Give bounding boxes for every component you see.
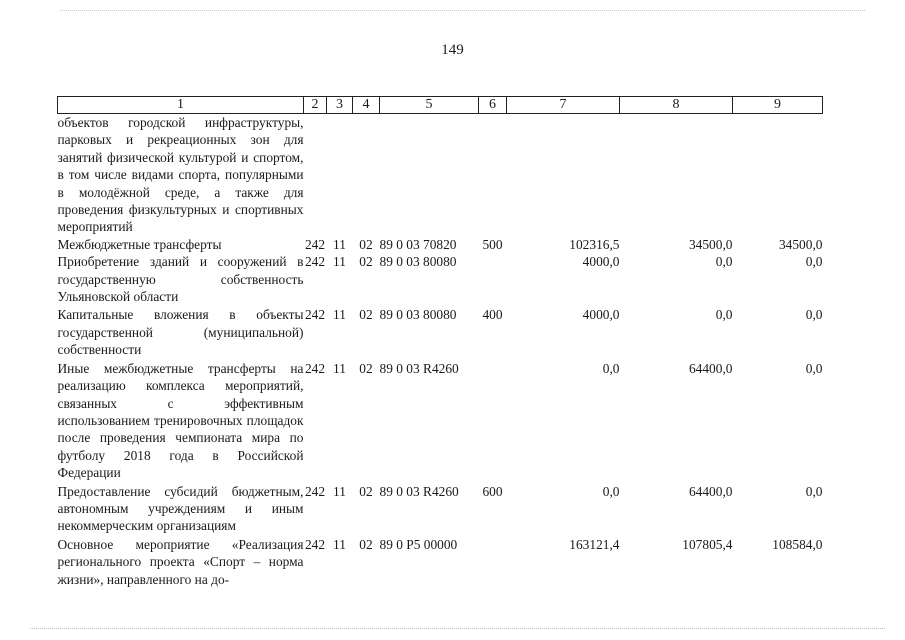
row-col-2 xyxy=(304,114,327,236)
header-col-7: 7 xyxy=(507,97,620,114)
table-body xyxy=(58,114,823,588)
row-col-5: 89 0 03 R4260 xyxy=(379,360,459,376)
page-edge-top xyxy=(60,10,865,11)
header-col-1: 1 xyxy=(58,97,304,114)
row-col-3: 11 xyxy=(333,236,346,252)
row-name: Межбюджетные трансферты xyxy=(57,236,222,252)
table-row xyxy=(58,359,823,482)
row-col-4: 02 xyxy=(359,254,373,270)
row-col-4: 02 xyxy=(359,360,373,376)
row-name: Иные межбюджетные трансферты на реализацию комплекса мероприятий, связанных с эффективным использованием тренировочных площадок после проведения чемпионата мира по футболу 2018 года в Российской Федерации xyxy=(57,360,304,481)
row-col-7: 0,0 xyxy=(602,360,620,376)
row-col-5: 89 0 P5 00000 xyxy=(379,536,458,552)
header-col-5: 5 xyxy=(380,97,479,114)
row-col-7: 163121,4 xyxy=(569,536,620,552)
row-col-8: 64400,0 xyxy=(688,360,733,376)
header-col-4: 4 xyxy=(353,97,380,114)
row-name: Предоставление субсидий бюджетным, автономным учреждениям и иным некоммерческим организациям xyxy=(57,483,304,534)
row-col-5: 89 0 03 80080 xyxy=(379,254,457,270)
row-col-5 xyxy=(380,114,479,236)
row-name: Приобретение зданий и сооружений в государственную собственность Ульяновской области xyxy=(57,254,304,305)
table-row xyxy=(58,253,823,305)
budget-table xyxy=(57,96,823,588)
table-header xyxy=(58,97,823,114)
row-name: объектов городской инфраструктуры, парковых и рекреационных зон для занятий физической культурой и спортом, в том числе видами спорта, популярными в молодёжной среде, а также для проведения физкультурных и спортивных мероприятий xyxy=(57,115,304,235)
row-col-5: 89 0 03 80080 xyxy=(379,307,457,323)
row-col-9: 0,0 xyxy=(805,307,823,323)
row-col-8 xyxy=(620,114,733,236)
row-col-9: 0,0 xyxy=(805,254,823,270)
row-col-3: 11 xyxy=(333,254,346,270)
row-col-3: 11 xyxy=(333,360,346,376)
row-col-7: 102316,5 xyxy=(569,236,620,252)
table-row xyxy=(58,535,823,588)
row-col-6: 400 xyxy=(482,307,503,323)
page-edge-bottom xyxy=(30,628,885,629)
row-col-9: 0,0 xyxy=(805,360,823,376)
row-col-6 xyxy=(479,253,507,305)
header-col-2: 2 xyxy=(304,97,327,114)
row-col-3: 11 xyxy=(333,483,346,499)
row-col-7: 4000,0 xyxy=(582,307,620,323)
row-col-6 xyxy=(479,359,507,482)
row-col-2: 242 xyxy=(304,307,326,323)
row-col-9: 0,0 xyxy=(805,483,823,499)
row-col-2: 242 xyxy=(304,254,326,270)
header-col-8: 8 xyxy=(620,97,733,114)
row-name: Капитальные вложения в объекты государственной (муниципальной) собственности xyxy=(57,307,304,358)
row-col-2: 242 xyxy=(304,236,326,252)
row-col-2: 242 xyxy=(304,536,326,552)
row-col-2: 242 xyxy=(304,360,326,376)
row-col-3: 11 xyxy=(333,307,346,323)
header-col-9: 9 xyxy=(733,97,823,114)
row-col-6 xyxy=(479,114,507,236)
table-row xyxy=(58,482,823,535)
row-col-3 xyxy=(327,114,353,236)
row-name: Основное мероприятие «Реализация регионального проекта «Спорт – норма жизни», направленного на до- xyxy=(57,536,304,587)
row-col-8: 64400,0 xyxy=(688,483,733,499)
table-row xyxy=(58,305,823,358)
page-number: 149 xyxy=(441,42,464,58)
header-col-3: 3 xyxy=(327,97,353,114)
row-col-7: 4000,0 xyxy=(582,254,620,270)
header-row xyxy=(58,97,823,114)
row-col-3: 11 xyxy=(333,536,346,552)
header-col-6: 6 xyxy=(479,97,507,114)
row-col-4: 02 xyxy=(359,536,373,552)
row-col-9: 108584,0 xyxy=(772,536,823,552)
table-row xyxy=(58,236,823,253)
row-col-9 xyxy=(733,114,823,236)
row-col-4 xyxy=(353,114,380,236)
row-col-5: 89 0 03 R4260 xyxy=(379,483,459,499)
row-col-4: 02 xyxy=(359,236,373,252)
row-col-8: 0,0 xyxy=(715,254,733,270)
row-col-6 xyxy=(479,535,507,588)
row-col-5: 89 0 03 70820 xyxy=(379,236,457,252)
row-col-6: 500 xyxy=(482,236,503,252)
row-col-8: 0,0 xyxy=(715,307,733,323)
row-col-7 xyxy=(507,114,620,236)
row-col-2: 242 xyxy=(304,483,326,499)
row-col-8: 107805,4 xyxy=(682,536,733,552)
row-col-7: 0,0 xyxy=(602,483,620,499)
row-col-8: 34500,0 xyxy=(688,236,733,252)
table-row xyxy=(58,114,823,236)
row-col-4: 02 xyxy=(359,307,373,323)
row-col-9: 34500,0 xyxy=(778,236,823,252)
row-col-4: 02 xyxy=(359,483,373,499)
row-col-6: 600 xyxy=(482,483,503,499)
